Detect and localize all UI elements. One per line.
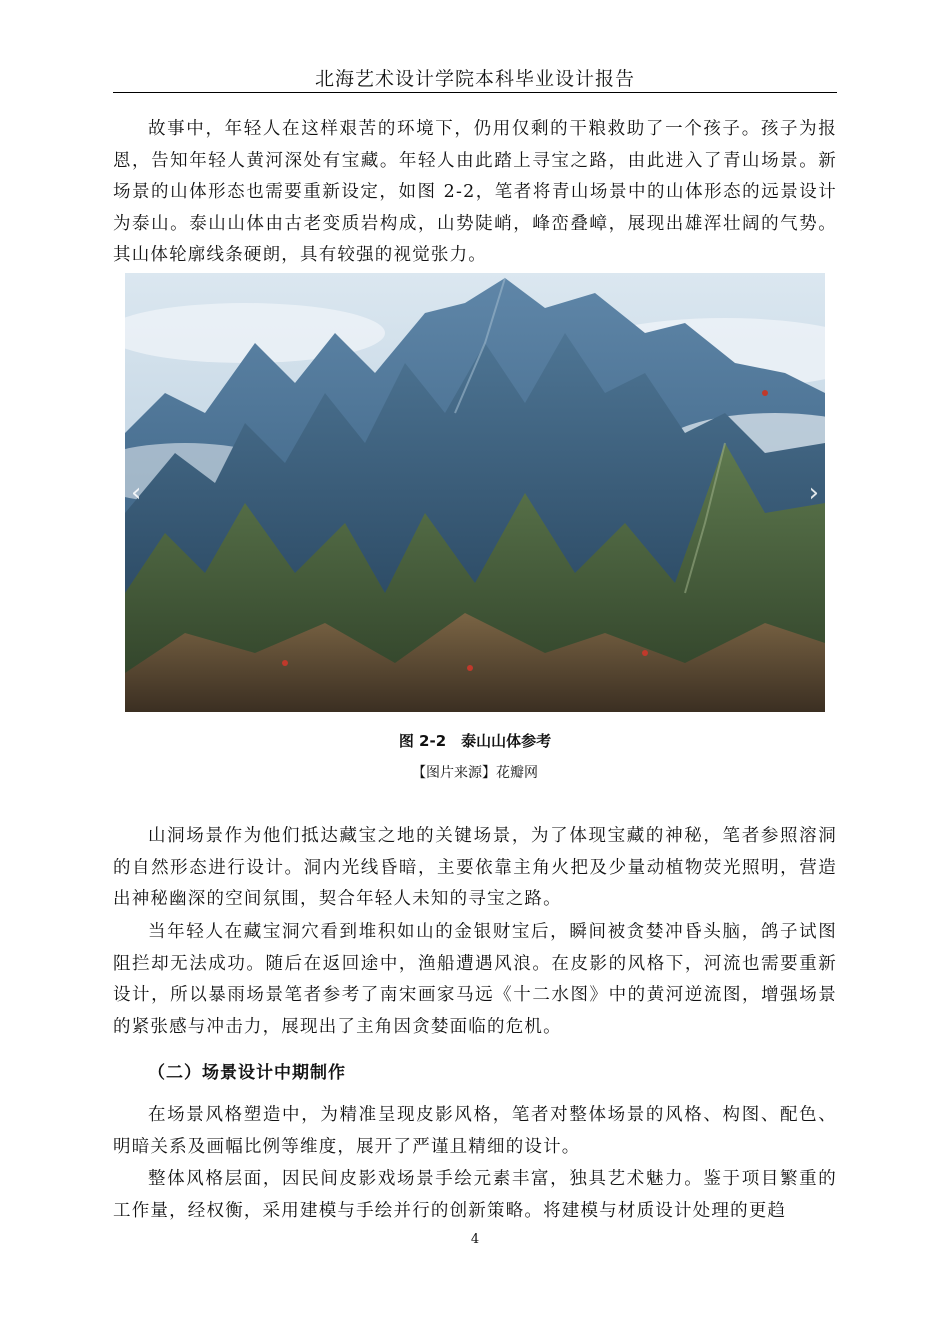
figure-source: 【图片来源】花瓣网 (412, 765, 538, 781)
body-paragraph: 山洞场景作为他们抵达藏宝之地的关键场景，为了体现宝藏的神秘，笔者参照溶洞的自然形态进行设计。洞内光线昏暗，主要依靠主角火把及少量动植物荧光照明，营造出神秘幽深的空间氛围，契合年轻人未知的寻宝之路。 (113, 826, 837, 909)
page-number: 4 (470, 1232, 480, 1247)
mountain-painting-image (125, 273, 825, 712)
prev-image-arrow-icon[interactable]: ‹ (131, 478, 142, 508)
body-paragraph: 在场景风格塑造中，为精准呈现皮影风格，笔者对整体场景的风格、构图、配色、明暗关系及画幅比例等维度，展开了严谨且精细的设计。 (113, 1105, 837, 1157)
page-header-title: 北海艺术设计学院本科毕业设计报告 (314, 68, 635, 90)
figure-caption: 图 2-2 泰山山体参考 (398, 732, 552, 750)
section-heading: （二）场景设计中期制作 (148, 1063, 346, 1083)
body-paragraph: 故事中，年轻人在这样艰苦的环境下，仍用仅剩的干粮救助了一个孩子。孩子为报恩，告知年轻人黄河深处有宝藏。年轻人由此踏上寻宝之路，由此进入了青山场景。新场景的山体形态也需要重新设定，如图 2-2，笔者将青山场景中的山体形态的远景设计为泰山。泰山山体由古老变质岩构成，山势陡峭，峰峦叠嶂，展现出雄浑壮阔的气势。其山体轮廓线条硬朗，具有较强的视觉张力。 (113, 119, 837, 265)
header-divider (113, 92, 837, 93)
body-paragraph: 当年轻人在藏宝洞穴看到堆积如山的金银财宝后，瞬间被贪婪冲昏头脑，鸽子试图阻拦却无法成功。随后在返回途中，渔船遭遇风浪。在皮影的风格下，河流也需要重新设计，所以暴雨场景笔者参考了南宋画家马远《十二水图》中的黄河逆流图，增强场景的紧张感与冲击力，展现出了主角因贪婪面临的危机。 (113, 922, 837, 1037)
next-image-arrow-icon[interactable]: › (808, 478, 819, 508)
body-paragraph: 整体风格层面，因民间皮影戏场景手绘元素丰富，独具艺术魅力。鉴于项目繁重的工作量，经权衡，采用建模与手绘并行的创新策略。将建模与材质设计处理的更趋 (113, 1169, 837, 1221)
mountain-painting-figure (125, 273, 825, 712)
